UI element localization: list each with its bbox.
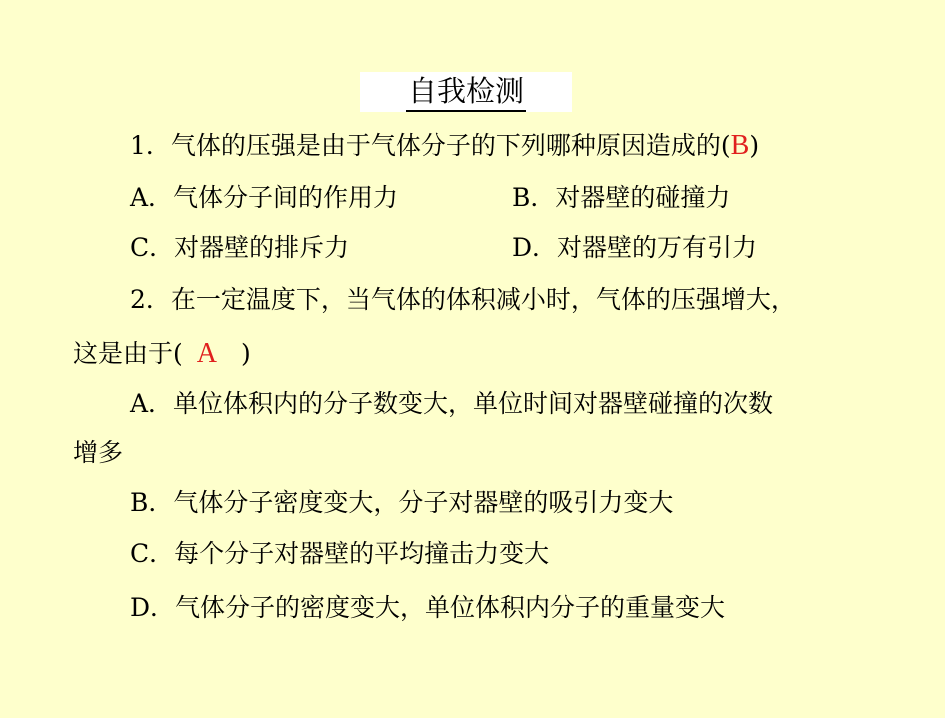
q2-stem-line1: 2．在一定温度下，当气体的体积减小时，气体的压强增大， [130,285,796,314]
q2-option-b: B．气体分子密度变大，分子对器壁的吸引力变大 [130,488,674,517]
q2-option-a-line1: A．单位体积内的分子数变大，单位时间对器壁碰撞的次数 [130,389,774,418]
q2-stem-prefix: 这是由于( [73,339,183,368]
page-title: 自我检测 [406,72,526,112]
q2-option-c: C．每个分子对器壁的平均撞击力变大 [130,539,550,568]
q1-option-d: D．对器壁的万有引力 [512,233,758,262]
q1-option-c: C．对器壁的排斥力 [130,233,350,262]
q2-stem-line2 [73,338,251,370]
q2-option-a-line2: 增多 [73,438,124,467]
q2-close-paren: ) [241,339,251,368]
q1-option-a: A．气体分子间的作用力 [130,183,399,212]
title-box [360,72,572,112]
q2-answer: A [196,338,217,369]
q2-option-d: D．气体分子的密度变大，单位体积内分子的重量变大 [130,593,726,622]
q1-answer: B [730,130,750,161]
q1-stem-line [130,130,759,162]
q1-option-b: B．对器壁的碰撞力 [512,183,731,212]
q1-stem: 1．气体的压强是由于气体分子的下列哪种原因造成的( [130,131,731,160]
q1-close-paren: ) [749,131,760,160]
